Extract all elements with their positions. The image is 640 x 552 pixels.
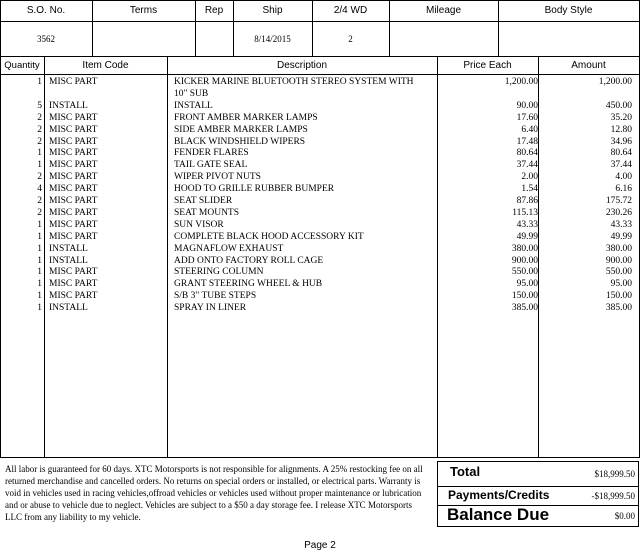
- table-row: [0, 232, 640, 244]
- row-price-each: 385.00: [511, 303, 538, 314]
- row-description: WIPER PIVOT NUTS: [174, 172, 261, 183]
- table-row: [0, 220, 640, 232]
- row-amount: 43.33: [610, 219, 632, 230]
- row-item-code: INSTALL: [49, 255, 88, 266]
- row-price-each: 80.64: [516, 148, 538, 159]
- row-quantity: 4: [37, 184, 42, 195]
- table-row: [0, 303, 640, 315]
- row-item-code: MISC PART: [49, 207, 98, 218]
- total-label: Total: [450, 464, 481, 479]
- table-row: [0, 184, 640, 196]
- row-description: COMPLETE BLACK HOOD ACCESSORY KIT: [174, 231, 364, 242]
- row-description: SEAT MOUNTS: [174, 207, 240, 218]
- row-item-code: MISC PART: [49, 219, 98, 230]
- row-amount: 37.44: [610, 160, 632, 171]
- table-row-continuation: [0, 89, 640, 101]
- row-price-each: 150.00: [511, 291, 538, 302]
- row-description: GRANT STEERING WHEEL & HUB: [174, 279, 323, 290]
- row-quantity: 2: [37, 172, 42, 183]
- row-description: SPRAY IN LINER: [174, 303, 247, 314]
- header-wd-label: 2/4 WD: [333, 5, 368, 16]
- disclaimer-text: All labor is guaranteed for 60 days. XTC Motorsports is not responsible for alignments. A 25% restocking fee on all returned merchandise and cancelled orders. No returns on special orders or installed, or electrical parts. Warranty is void in vehicles used in racing vehicles,offroad vehicles or vehicles used without proper maintenance or lubrication and or abuse to vehicle due to neglect. Vehicles are subject to a $50 a day storage fee. I release XTC Motorsports LLC from any liability to my vehicle.: [5, 464, 423, 523]
- row-item-code: MISC PART: [49, 148, 98, 159]
- row-price-each: 90.00: [516, 100, 538, 111]
- row-item-code: INSTALL: [49, 100, 88, 111]
- table-row: [0, 77, 640, 89]
- row-quantity: 1: [37, 279, 42, 290]
- row-quantity: 1: [37, 255, 42, 266]
- row-amount: 4.00: [615, 172, 632, 183]
- table-row: [0, 208, 640, 220]
- row-quantity: 1: [37, 77, 42, 87]
- row-price-each: 115.13: [512, 207, 538, 218]
- row-description: MAGNAFLOW EXHAUST: [174, 243, 284, 254]
- row-amount: 95.00: [610, 279, 632, 290]
- row-amount: 34.96: [610, 136, 632, 147]
- row-price-each: 1,200.00: [504, 77, 538, 87]
- row-description: HOOD TO GRILLE RUBBER BUMPER: [174, 184, 335, 195]
- row-amount: 1,200.00: [598, 77, 632, 87]
- row-price-each: 380.00: [511, 243, 538, 254]
- row-quantity: 1: [37, 267, 42, 278]
- row-description: S/B 3" TUBE STEPS: [174, 291, 257, 302]
- page-number: Page 2: [304, 540, 336, 551]
- row-amount: 900.00: [605, 255, 632, 266]
- row-description: INSTALL: [174, 100, 213, 111]
- table-row: [0, 256, 640, 268]
- row-price-each: 900.00: [511, 255, 538, 266]
- table-row: [0, 160, 640, 172]
- row-quantity: 1: [37, 231, 42, 242]
- row-description: KICKER MARINE BLUETOOTH STEREO SYSTEM WITH: [174, 77, 414, 87]
- header-mileage-label: Mileage: [425, 5, 462, 16]
- row-description: FRONT AMBER MARKER LAMPS: [174, 112, 318, 123]
- row-description: TAIL GATE SEAL: [174, 160, 248, 171]
- row-quantity: 1: [37, 219, 42, 230]
- row-item-code: INSTALL: [49, 243, 88, 254]
- row-item-code: MISC PART: [49, 196, 98, 206]
- table-row: [0, 279, 640, 291]
- row-item-code: MISC PART: [49, 77, 98, 87]
- col-price-each: Price Each: [463, 60, 512, 71]
- row-quantity: 1: [37, 160, 42, 171]
- row-item-code: MISC PART: [49, 231, 98, 242]
- row-price-each: 2.00: [521, 172, 538, 183]
- row-item-code: MISC PART: [49, 112, 98, 123]
- row-description: BLACK WINDSHIELD WIPERS: [174, 136, 306, 147]
- row-amount: 35.20: [610, 112, 632, 123]
- table-row: [0, 267, 640, 279]
- table-row: [0, 137, 640, 149]
- row-quantity: 2: [37, 136, 42, 147]
- payments-value: -$18,999.50: [591, 491, 635, 501]
- row-amount: 80.64: [610, 148, 632, 159]
- row-item-code: MISC PART: [49, 184, 98, 195]
- row-amount: 230.26: [605, 207, 632, 218]
- row-price-each: 43.33: [516, 219, 538, 230]
- row-item-code: MISC PART: [49, 279, 98, 290]
- header-terms-label: Terms: [129, 5, 158, 16]
- row-quantity: 1: [37, 148, 42, 159]
- table-row: [0, 148, 640, 160]
- balance-due-value: $0.00: [614, 511, 635, 521]
- row-item-code: MISC PART: [49, 124, 98, 135]
- header-so-no-label: S.O. No.: [26, 5, 66, 16]
- row-price-each: 17.60: [516, 112, 538, 123]
- row-amount: 49.99: [610, 231, 632, 242]
- row-item-code: MISC PART: [49, 172, 98, 183]
- row-item-code: MISC PART: [49, 160, 98, 171]
- row-price-each: 17.48: [516, 136, 538, 147]
- row-description: SUN VISOR: [174, 219, 224, 230]
- row-quantity: 2: [37, 124, 42, 135]
- row-quantity: 1: [37, 303, 42, 314]
- row-description: ADD ONTO FACTORY ROLL CAGE: [174, 255, 324, 266]
- table-row: [0, 244, 640, 256]
- ship-date: 8/14/2015: [254, 34, 291, 44]
- payments-label: Payments/Credits: [448, 488, 550, 502]
- row-quantity: 1: [37, 243, 42, 254]
- row-quantity: 5: [37, 100, 42, 111]
- table-row: [0, 196, 640, 208]
- row-item-code: MISC PART: [49, 267, 98, 278]
- row-item-code: INSTALL: [49, 303, 88, 314]
- row-quantity: 1: [37, 291, 42, 302]
- row-description: FENDER FLARES: [174, 148, 249, 159]
- header-ship-label: Ship: [262, 5, 283, 16]
- row-quantity: 2: [37, 196, 42, 206]
- row-description: STEERING COLUMN: [174, 267, 264, 278]
- table-row: [0, 125, 640, 137]
- col-description: Description: [276, 60, 328, 71]
- row-amount: 450.00: [605, 100, 632, 111]
- row-amount: 12.80: [610, 124, 632, 135]
- header-body-style-label: Body Style: [544, 5, 593, 16]
- row-price-each: 6.40: [521, 124, 538, 135]
- row-price-each: 95.00: [516, 279, 538, 290]
- total-value: $18,999.50: [594, 469, 635, 479]
- row-item-code: MISC PART: [49, 291, 98, 302]
- table-row: [0, 113, 640, 125]
- row-description-continued: 10" SUB: [174, 88, 209, 99]
- row-description: SEAT SLIDER: [174, 196, 233, 206]
- row-price-each: 550.00: [511, 267, 538, 278]
- row-amount: 380.00: [605, 243, 632, 254]
- wd-value: 2: [348, 34, 353, 44]
- row-price-each: 37.44: [516, 160, 538, 171]
- row-amount: 550.00: [605, 267, 632, 278]
- col-item-code: Item Code: [82, 60, 129, 71]
- row-quantity: 2: [37, 207, 42, 218]
- row-amount: 6.16: [615, 184, 632, 195]
- col-amount: Amount: [571, 60, 606, 71]
- header-rep-label: Rep: [204, 5, 224, 16]
- row-price-each: 1.54: [521, 184, 538, 195]
- so-number: 3562: [37, 34, 55, 44]
- table-row: [0, 101, 640, 113]
- row-price-each: 49.99: [516, 231, 538, 242]
- balance-due-label: Balance Due: [447, 505, 550, 524]
- col-quantity: Quantity: [4, 60, 40, 71]
- row-amount: 385.00: [605, 303, 632, 314]
- table-row: [0, 291, 640, 303]
- row-price-each: 87.86: [516, 196, 538, 206]
- row-description: SIDE AMBER MARKER LAMPS: [174, 124, 308, 135]
- row-item-code: MISC PART: [49, 136, 98, 147]
- table-row: [0, 172, 640, 184]
- row-amount: 150.00: [605, 291, 632, 302]
- row-quantity: 2: [37, 112, 42, 123]
- row-amount: 175.72: [605, 196, 632, 206]
